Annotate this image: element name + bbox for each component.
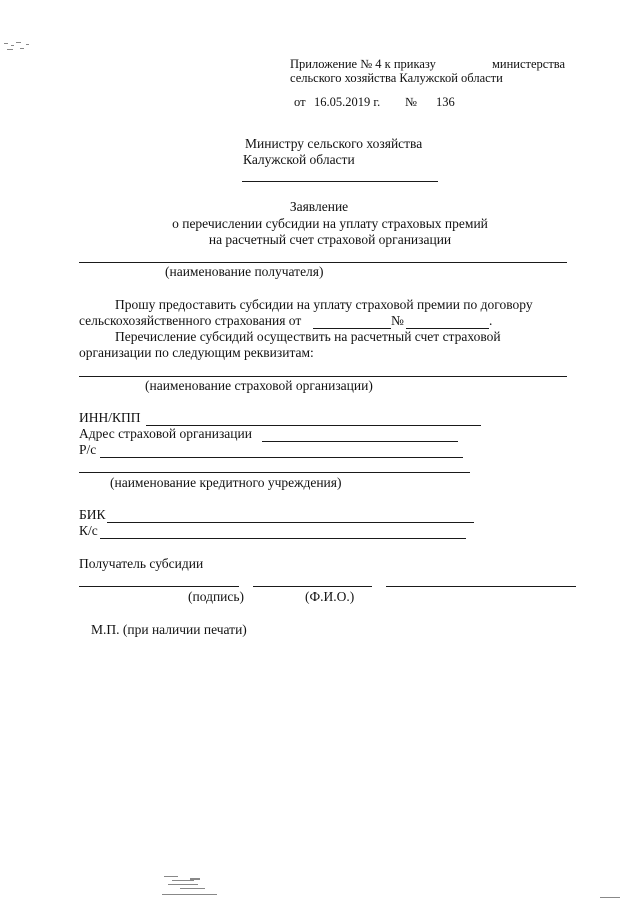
appendix-line-1-right: министерства: [492, 57, 566, 71]
seal-note: М.П. (при наличии печати): [91, 622, 247, 637]
scan-noise-bottom: [160, 870, 230, 900]
addressee-line-1: Министру сельского хозяйства: [245, 136, 423, 151]
signature-caption: (подпись): [188, 589, 245, 604]
request-paragraph-line-2: сельскохозяйственного страхования от: [79, 313, 302, 328]
insurer-address-label: Адрес страховой организации: [79, 426, 252, 441]
rs-label: Р/с: [79, 442, 97, 457]
transfer-paragraph-line-2: организации по следующим реквизитам:: [79, 345, 314, 360]
document-heading: Заявление: [289, 199, 349, 214]
ks-line: [100, 538, 466, 539]
date-prefix: от: [294, 95, 306, 109]
transfer-paragraph-line-1: Перечисление субсидий осуществить на расчетный счет страховой: [115, 329, 501, 344]
bank-name-line: [79, 472, 470, 473]
inn-kpp-label: ИНН/КПП: [79, 410, 141, 425]
position-line: [79, 586, 239, 587]
insurer-address-line: [262, 441, 458, 442]
request-paragraph-line-1: Прошу предоставить субсидии на уплату страховой премии по договору: [115, 297, 533, 312]
recipient-caption: (наименование получателя): [165, 264, 324, 279]
sentence-end: .: [489, 313, 493, 328]
ks-label: К/с: [79, 523, 98, 538]
appendix-line-2: сельского хозяйства Калужской области: [290, 71, 503, 85]
addressee-line-2: Калужской области: [243, 152, 355, 167]
bik-label: БИК: [79, 507, 106, 522]
bank-caption: (наименование кредитного учреждения): [110, 475, 342, 490]
contract-number-sign: №: [391, 313, 404, 328]
scan-noise-bottom-right: [600, 895, 630, 901]
rs-line: [100, 457, 463, 458]
order-date: 16.05.2019 г.: [314, 95, 381, 109]
document-title-line-1: о перечислении субсидии на уплату страховых премий: [172, 216, 488, 231]
recipient-name-line: [79, 262, 567, 263]
scan-noise-top-left: [2, 40, 32, 54]
number-sign: №: [405, 95, 417, 109]
subsidy-recipient-label: Получатель субсидии: [79, 556, 204, 571]
fio-caption: (Ф.И.О.): [305, 589, 355, 604]
insurer-name-line: [79, 376, 567, 377]
bik-line: [107, 522, 474, 523]
appendix-line-1: Приложение № 4 к приказу: [290, 57, 436, 71]
document-title-line-2: на расчетный счет страховой организации: [208, 232, 452, 247]
order-number: 136: [436, 95, 455, 109]
insurer-caption: (наименование страховой организации): [145, 378, 373, 393]
signature-line: [253, 586, 372, 587]
fio-line: [386, 586, 576, 587]
addressee-blank-line: [242, 181, 438, 182]
